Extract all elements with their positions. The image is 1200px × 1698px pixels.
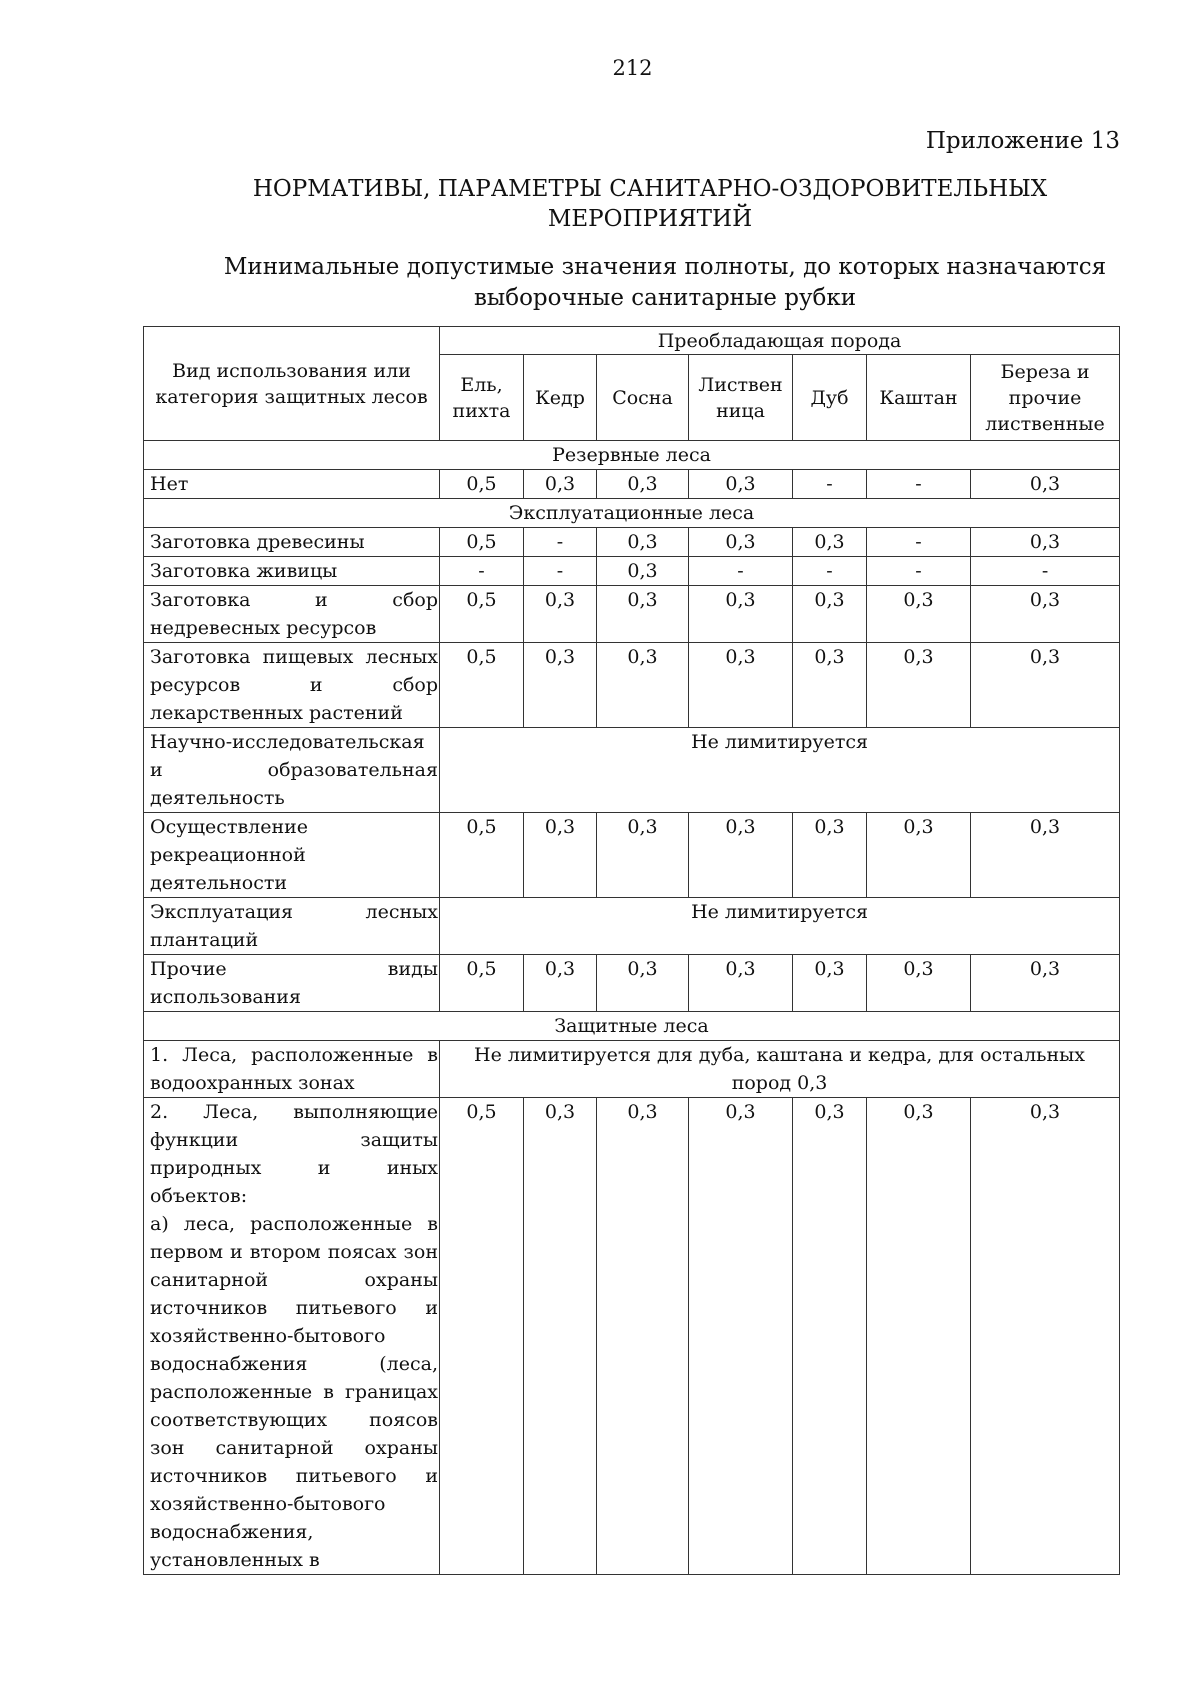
value-cell: 0,3 [597, 643, 689, 728]
value-cell: 0,5 [440, 813, 524, 898]
value-cell: - [689, 557, 793, 586]
value-cell: 0,3 [597, 470, 689, 499]
value-cell: 0,3 [689, 813, 793, 898]
value-cell: - [524, 557, 597, 586]
value-cell: 0,3 [971, 586, 1120, 643]
value-cell: 0,5 [440, 528, 524, 557]
value-cell: 0,3 [867, 813, 971, 898]
species-header-oak: Дуб [793, 355, 867, 441]
value-cell: - [440, 557, 524, 586]
species-header-chestnut: Каштан [867, 355, 971, 441]
value-cell: 0,5 [440, 586, 524, 643]
row-sublabel: а) леса, расположенные в первом и втором поясах зон санитарной охраны источников питьевого и хозяйственно-бытового водоснабжения (леса, расположенные в границах соответствующих поясов зон санитарной охраны источников питьевого и хозяйственно-бытового водоснабжения, установленных в [150, 1213, 438, 1571]
table-row [144, 955, 1120, 1012]
row-label: Осуществление рекреационной деятельности [144, 813, 440, 898]
value-cell: 0,3 [689, 586, 793, 643]
value-cell: 0,3 [971, 528, 1120, 557]
value-cell: 0,3 [793, 813, 867, 898]
norms-table [143, 326, 1120, 1575]
value-cell: 0,3 [597, 1098, 689, 1575]
value-cell: 0,3 [524, 586, 597, 643]
value-cell: 0,5 [440, 643, 524, 728]
table-row [144, 643, 1120, 728]
value-cell: 0,3 [793, 955, 867, 1012]
value-cell: 0,3 [689, 470, 793, 499]
value-cell: 0,3 [867, 955, 971, 1012]
value-cell: 0,3 [689, 955, 793, 1012]
value-cell: 0,3 [971, 643, 1120, 728]
row-label: Эксплуатация лесных плантаций [144, 898, 440, 955]
value-cell: 0,3 [524, 955, 597, 1012]
species-group-header: Преобладающая порода [440, 327, 1120, 355]
value-cell: 0,3 [867, 643, 971, 728]
section-heading: Защитные леса [144, 1012, 1120, 1041]
value-cell: 0,3 [971, 813, 1120, 898]
not-limited-cell: Не лимитируется [440, 898, 1120, 955]
value-cell: 0,5 [440, 955, 524, 1012]
value-cell: 0,3 [597, 528, 689, 557]
value-cell: 0,3 [689, 528, 793, 557]
table-row [144, 728, 1120, 813]
not-limited-cell: Не лимитируется для дуба, каштана и кедра, для остальных пород 0,3 [440, 1041, 1120, 1098]
value-cell: 0,3 [867, 586, 971, 643]
value-cell: 0,3 [793, 1098, 867, 1575]
value-cell: - [867, 470, 971, 499]
section-heading: Эксплуатационные леса [144, 499, 1120, 528]
value-cell: 0,3 [971, 470, 1120, 499]
row-label-cell [144, 1098, 440, 1575]
not-limited-cell: Не лимитируется [440, 728, 1120, 813]
value-cell: 0,3 [524, 1098, 597, 1575]
row-label: Научно-исследовательская и образовательная деятельность [144, 728, 440, 813]
species-header-cedar: Кедр [524, 355, 597, 441]
table-row [144, 586, 1120, 643]
page-number: 212 [612, 56, 653, 80]
table-row [144, 1041, 1120, 1098]
value-cell: 0,3 [597, 586, 689, 643]
species-header-larch: Листвен ница [689, 355, 793, 441]
value-cell: 0,3 [524, 813, 597, 898]
table-row [144, 813, 1120, 898]
value-cell: 0,3 [689, 1098, 793, 1575]
value-cell: 0,3 [867, 1098, 971, 1575]
value-cell: - [971, 557, 1120, 586]
row-label: Заготовка и сбор недревесных ресурсов [144, 586, 440, 643]
value-cell: 0,3 [524, 470, 597, 499]
value-cell: 0,3 [971, 955, 1120, 1012]
species-header-pine: Сосна [597, 355, 689, 441]
table-row [144, 470, 1120, 499]
value-cell: 0,3 [597, 557, 689, 586]
row-label: Заготовка пищевых лесных ресурсов и сбор лекарственных растений [144, 643, 440, 728]
appendix-label: Приложение 13 [925, 128, 1120, 154]
value-cell: 0,5 [440, 1098, 524, 1575]
row-label: 2. Леса, выполняющие функции защиты природных и иных объектов: [150, 1101, 438, 1207]
value-cell: - [793, 557, 867, 586]
value-cell: 0,3 [597, 955, 689, 1012]
value-cell: 0,3 [793, 586, 867, 643]
species-header-spruce: Ель, пихта [440, 355, 524, 441]
value-cell: - [867, 557, 971, 586]
section-heading: Резервные леса [144, 441, 1120, 470]
row-label: Нет [144, 470, 440, 499]
row-label: Заготовка живицы [144, 557, 440, 586]
table-row [144, 1098, 1120, 1575]
value-cell: 0,3 [793, 528, 867, 557]
value-cell: 0,3 [524, 643, 597, 728]
species-header-birch: Береза и прочие лиственные [971, 355, 1120, 441]
value-cell: 0,3 [971, 1098, 1120, 1575]
value-cell: 0,3 [689, 643, 793, 728]
document-title: НОРМАТИВЫ, ПАРАМЕТРЫ САНИТАРНО-ОЗДОРОВИТЕЛЬНЫХ МЕРОПРИЯТИЙ [252, 176, 1048, 232]
value-cell: 0,3 [597, 813, 689, 898]
table-row [144, 898, 1120, 955]
value-cell: - [524, 528, 597, 557]
category-column-header: Вид использования или категория защитных лесов [144, 327, 440, 441]
row-label: 1. Леса, расположенные в водоохранных зонах [144, 1041, 440, 1098]
document-subtitle: Минимальные допустимые значения полноты, до которых назначаются выборочные санитарные рубки [223, 254, 1107, 311]
value-cell: 0,5 [440, 470, 524, 499]
value-cell: - [793, 470, 867, 499]
row-label: Прочие виды использования [144, 955, 440, 1012]
row-label: Заготовка древесины [144, 528, 440, 557]
value-cell: - [867, 528, 971, 557]
table-row [144, 528, 1120, 557]
value-cell: 0,3 [793, 643, 867, 728]
table-row [144, 557, 1120, 586]
